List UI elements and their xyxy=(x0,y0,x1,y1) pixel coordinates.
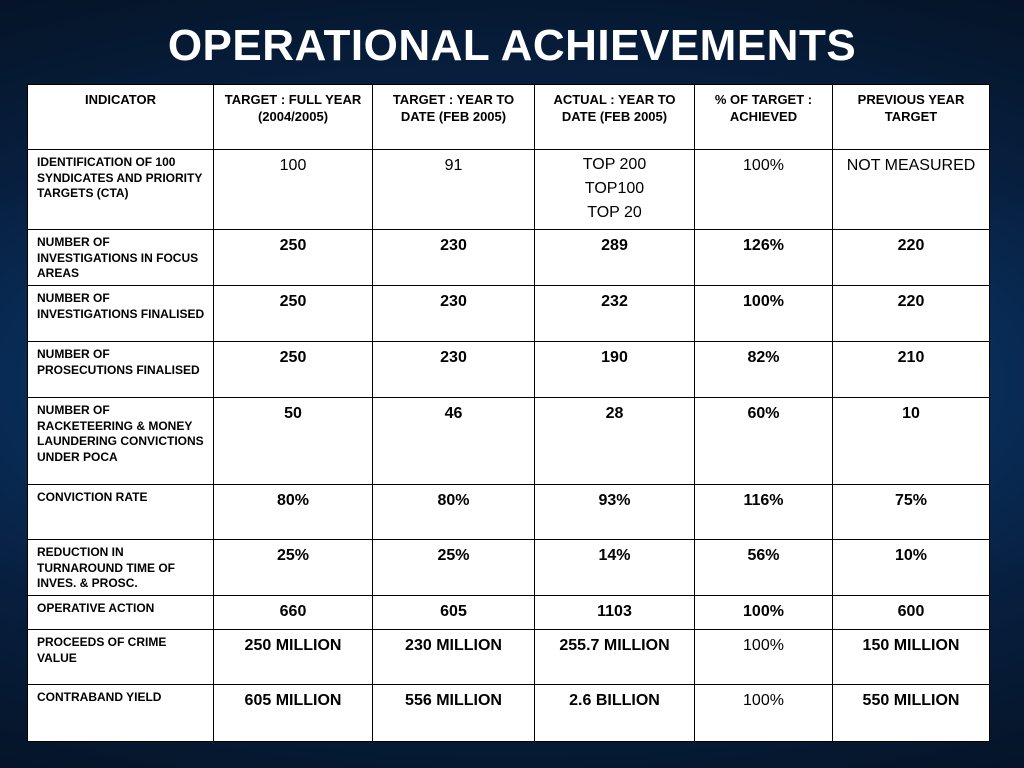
pct-achieved-cell: 116% xyxy=(695,485,833,540)
actual-ytd-line: TOP 200 xyxy=(582,156,647,173)
pct-achieved-cell: 100% xyxy=(695,685,833,742)
previous-year-cell: 220 xyxy=(833,286,990,342)
pct-achieved-cell: 56% xyxy=(695,540,833,596)
previous-year-cell: 75% xyxy=(833,485,990,540)
header-indicator: INDICATOR xyxy=(28,85,214,150)
actual-ytd-cell: 255.7 MILLION xyxy=(535,630,695,685)
indicator-cell: REDUCTION IN TURNAROUND TIME OF INVES. & PROSC. xyxy=(28,540,214,596)
table-row xyxy=(28,150,990,230)
indicator-cell: OPERATIVE ACTION xyxy=(28,596,214,630)
table-row xyxy=(28,540,990,596)
target-ytd-cell: 80% xyxy=(373,485,535,540)
target-full-year-cell: 50 xyxy=(214,398,373,485)
table-row xyxy=(28,596,990,630)
target-ytd-cell: 230 xyxy=(373,230,535,286)
target-ytd-cell: 556 MILLION xyxy=(373,685,535,742)
pct-achieved-cell: 100% xyxy=(695,630,833,685)
header-target-ytd: TARGET : YEAR TO DATE (FEB 2005) xyxy=(373,85,535,150)
target-ytd-cell: 91 xyxy=(373,150,535,230)
achievements-table xyxy=(27,84,990,742)
target-full-year-cell: 250 xyxy=(214,230,373,286)
indicator-cell: NUMBER OF RACKETEERING & MONEY LAUNDERING CONVICTIONS UNDER POCA xyxy=(28,398,214,485)
actual-ytd-cell: 1103 xyxy=(535,596,695,630)
header-target-full-year: TARGET : FULL YEAR (2004/2005) xyxy=(214,85,373,150)
table-row xyxy=(28,342,990,398)
indicator-cell: CONVICTION RATE xyxy=(28,485,214,540)
header-actual-ytd: ACTUAL : YEAR TO DATE (FEB 2005) xyxy=(535,85,695,150)
actual-ytd-cell: 232 xyxy=(535,286,695,342)
previous-year-cell: 10% xyxy=(833,540,990,596)
previous-year-cell: 600 xyxy=(833,596,990,630)
target-ytd-cell: 46 xyxy=(373,398,535,485)
pct-achieved-cell: 100% xyxy=(695,286,833,342)
pct-achieved-cell: 82% xyxy=(695,342,833,398)
previous-year-cell: 220 xyxy=(833,230,990,286)
target-ytd-cell: 230 xyxy=(373,286,535,342)
table-row xyxy=(28,230,990,286)
indicator-cell: CONTRABAND YIELD xyxy=(28,685,214,742)
achievements-table-container xyxy=(27,84,989,741)
target-full-year-cell: 80% xyxy=(214,485,373,540)
pct-achieved-cell: 60% xyxy=(695,398,833,485)
target-ytd-cell: 230 MILLION xyxy=(373,630,535,685)
target-full-year-cell: 605 MILLION xyxy=(214,685,373,742)
target-full-year-cell: 100 xyxy=(214,150,373,230)
indicator-cell: NUMBER OF INVESTIGATIONS FINALISED xyxy=(28,286,214,342)
actual-ytd-cell: 289 xyxy=(535,230,695,286)
table-row xyxy=(28,630,990,685)
previous-year-cell: 150 MILLION xyxy=(833,630,990,685)
actual-ytd-cell: 14% xyxy=(535,540,695,596)
table-row xyxy=(28,286,990,342)
previous-year-cell: 10 xyxy=(833,398,990,485)
previous-year-cell: NOT MEASURED xyxy=(833,150,990,230)
table-row xyxy=(28,685,990,742)
indicator-cell: NUMBER OF PROSECUTIONS FINALISED xyxy=(28,342,214,398)
table-row xyxy=(28,398,990,485)
pct-achieved-cell: 100% xyxy=(695,150,833,230)
target-full-year-cell: 250 xyxy=(214,342,373,398)
indicator-cell: IDENTIFICATION OF 100 SYNDICATES AND PRIORITY TARGETS (CTA) xyxy=(28,150,214,230)
table-row xyxy=(28,485,990,540)
actual-ytd-cell: 2.6 BILLION xyxy=(535,685,695,742)
target-full-year-cell: 25% xyxy=(214,540,373,596)
header-pct-achieved: % OF TARGET : ACHIEVED xyxy=(695,85,833,150)
table-header-row xyxy=(28,85,990,150)
header-previous-year: PREVIOUS YEAR TARGET xyxy=(833,85,990,150)
target-ytd-cell: 25% xyxy=(373,540,535,596)
pct-achieved-cell: 126% xyxy=(695,230,833,286)
target-full-year-cell: 250 xyxy=(214,286,373,342)
target-ytd-cell: 605 xyxy=(373,596,535,630)
previous-year-cell: 210 xyxy=(833,342,990,398)
indicator-cell: PROCEEDS OF CRIME VALUE xyxy=(28,630,214,685)
target-full-year-cell: 660 xyxy=(214,596,373,630)
indicator-cell: NUMBER OF INVESTIGATIONS IN FOCUS AREAS xyxy=(28,230,214,286)
actual-ytd-cell: 93% xyxy=(535,485,695,540)
actual-ytd-line: TOP100 xyxy=(584,180,645,197)
actual-ytd-line: TOP 20 xyxy=(587,204,642,221)
pct-achieved-cell: 100% xyxy=(695,596,833,630)
target-full-year-cell: 250 MILLION xyxy=(214,630,373,685)
actual-ytd-cell: 28 xyxy=(535,398,695,485)
slide-title: OPERATIONAL ACHIEVEMENTS xyxy=(167,21,857,70)
target-ytd-cell: 230 xyxy=(373,342,535,398)
actual-ytd-cell: 190 xyxy=(535,342,695,398)
previous-year-cell: 550 MILLION xyxy=(833,685,990,742)
actual-ytd-cell xyxy=(535,150,695,230)
